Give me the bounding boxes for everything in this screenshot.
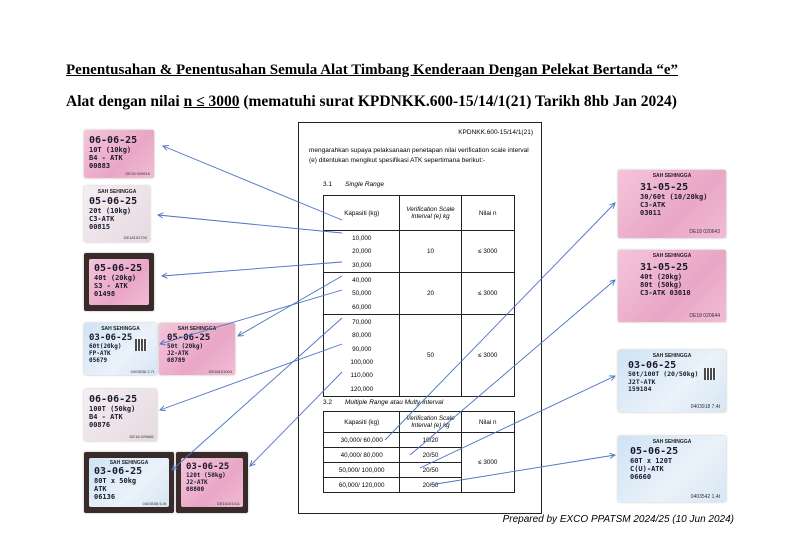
capacity-cell: 60,000/ 120,000	[324, 478, 400, 493]
sticker-date: 06-06-25	[89, 394, 138, 405]
sticker-serial: DE18 020643	[689, 229, 720, 235]
capacity-value: 40,000	[352, 277, 372, 285]
capacity-cell: 40,000/ 80,000	[324, 448, 400, 463]
arrow-60-120t	[430, 455, 615, 485]
arrow-50t	[238, 276, 342, 336]
arrow-80t	[172, 318, 342, 470]
sticker-header: SAH SEHINGGA	[652, 353, 692, 359]
capacity-value: 20,000	[352, 248, 372, 256]
interval-cell: 20/50	[400, 478, 461, 493]
sticker-line: S3 - ATK	[94, 282, 128, 290]
sticker-line: 120t (50kg)	[186, 472, 226, 479]
sticker-line: 05679	[89, 357, 108, 364]
sticker-line: 159184	[628, 385, 652, 393]
sticker-header: SAH SEHINGGA	[652, 439, 692, 445]
interval-cell: 10	[400, 231, 461, 273]
capacity-cell: 30,000/ 60,000	[324, 433, 400, 448]
arrow-60t	[160, 290, 342, 344]
sticker-serial: DE18 020644	[689, 313, 720, 319]
sticker-line: C3-ATK 03010	[640, 289, 691, 297]
sticker-line: 00876	[89, 421, 111, 429]
sticker-line: 50t (20kg)	[167, 343, 204, 350]
document-intro: mengarahkan supaya pelaksanaan penetapan nilai verification scale interval (e) ditentukan mengikut spesifikasi ATK sepertimana berikut:-	[309, 147, 529, 164]
n-cell: ≤ 3000	[461, 315, 515, 397]
document-reference: KPDNKK.600-15/14/1(21)	[458, 129, 533, 136]
section-number: 3.2	[323, 399, 333, 406]
sticker-line: ATK	[94, 485, 107, 493]
sticker-date: 05-06-25	[630, 446, 679, 457]
capacity-value: 60,000	[352, 303, 372, 311]
arrow-120t	[250, 372, 342, 466]
sticker-date: 03-06-25	[94, 466, 143, 477]
sticker-date: 06-06-25	[89, 135, 138, 146]
sticker-line: 06136	[94, 493, 116, 501]
col-header-capacity: Kapasiti (kg)	[324, 412, 400, 433]
sticker-line: 08789	[167, 357, 186, 364]
sticker-line: 06660	[630, 473, 652, 481]
arrow-40t	[162, 262, 342, 276]
sticker-line: B4 - ATK	[89, 154, 123, 162]
sticker-serial: 0403542 1.4t	[690, 494, 720, 500]
sticker-date: 03-06-25	[186, 462, 230, 472]
sticker-line: J2T-ATK	[628, 377, 656, 386]
sticker-line: 60T x 120T	[630, 457, 673, 465]
capacity-value: 100,000	[350, 359, 374, 366]
sticker-line: 50t/100T (20/50kg)	[628, 370, 699, 378]
sticker-line: C3-ATK	[640, 201, 666, 209]
arrow-10t	[163, 146, 342, 220]
n-cell: ≤ 3000	[461, 231, 515, 273]
capacity-value: 90,000	[352, 345, 372, 353]
section-label: Single Range	[345, 181, 385, 188]
sticker-line: J2-ATK	[186, 479, 208, 486]
interval-cell: 20/50	[400, 463, 461, 478]
footer-credit: Prepared by EXCO PPATSM 2024/25 (10 Jun 2024)	[502, 514, 734, 525]
capacity-value: 30,000	[352, 261, 372, 269]
sticker-line: J2-ATK	[167, 350, 189, 357]
sticker-line: C(U)-ATK	[630, 465, 664, 473]
sticker-line: 30/60t (10/20kg)	[640, 193, 708, 201]
sticker-line: 03011	[640, 209, 662, 217]
col-header-n: Nilai n	[461, 196, 515, 231]
sticker-serial: DE18 029616	[125, 171, 150, 176]
sticker-line: 00883	[89, 162, 111, 170]
sticker-line: 20t (10kg)	[89, 207, 132, 215]
sticker-date: 31-05-25	[640, 182, 689, 193]
sticker-line: 40t (20kg)	[640, 273, 683, 281]
capacity-value: 110,000	[350, 372, 373, 380]
section-label: Multiple Range atau Multy-interval	[345, 399, 444, 406]
interval-cell: 50	[400, 315, 461, 397]
sticker-line: 100T (50kg)	[89, 405, 136, 413]
arrow-20t	[158, 215, 342, 233]
section-number: 3.1	[323, 181, 333, 188]
capacity-value: 50,000	[352, 290, 372, 298]
sticker-line: 01498	[94, 290, 116, 298]
page-title: Penentusahan & Penentusahan Semula Alat Timbang Kenderaan Dengan Pelekat Bertanda “e”	[66, 62, 679, 78]
capacity-value: 70,000	[352, 319, 372, 327]
arrow-30-60t	[385, 203, 615, 440]
sticker-line: 80T x 50kg	[94, 477, 137, 485]
sticker-serial: DE18101004	[208, 369, 232, 374]
sticker-line: B4 - ATK	[89, 413, 123, 421]
capacity-cell: 50,000/ 100,000	[324, 463, 400, 478]
sticker-date: 31-05-25	[640, 262, 689, 273]
subtitle-condition: n ≤ 3000	[183, 93, 240, 110]
sticker-line: 40t (20kg)	[94, 274, 137, 282]
sticker-header: SAH SEHINGGA	[652, 173, 692, 179]
sticker-date: 05-06-25	[89, 196, 138, 207]
sticker-line: 08800	[186, 486, 205, 493]
col-header-n: Nilai n	[461, 412, 515, 433]
sticker-line: 00815	[89, 223, 111, 231]
subtitle-prefix: Alat dengan nilai	[66, 93, 184, 110]
sticker-header: SAH SEHINGGA	[652, 253, 692, 259]
arrow-40-80t	[410, 280, 615, 455]
sticker-date: 03-06-25	[89, 333, 133, 343]
sticker-header: SAH SEHINGGA	[177, 326, 217, 332]
interval-cell: 20/50	[400, 448, 461, 463]
sticker-header: SAH SEHINGGA	[97, 189, 137, 195]
capacity-value: 120,000	[350, 385, 374, 393]
n-cell: ≤ 3000	[461, 273, 515, 315]
capacity-value: 10,000	[352, 235, 372, 243]
subtitle-suffix: (mematuhi surat KPDNKK.600-15/14/1(21) Tarikh 8hb Jan 2024)	[239, 93, 677, 110]
capacity-value: 80,000	[352, 332, 372, 340]
sticker-serial: 0403538 5.4t	[142, 501, 166, 506]
sticker-header: SAH SEHINGGA	[109, 460, 149, 466]
sticker-date: 05-06-25	[167, 333, 211, 343]
sticker-serial: DE18 029681	[129, 434, 154, 439]
sticker-date: 03-06-25	[628, 360, 677, 371]
sticker-serial: DE18102700	[123, 235, 147, 240]
sticker-line: 60t(20kg)	[89, 343, 122, 350]
sticker-line: 10T (10kg)	[89, 146, 132, 154]
sticker-serial: 0403918 7.4t	[690, 404, 720, 410]
sticker-line: FP-ATK	[89, 350, 111, 357]
col-header-interval: Verification Scale Interval (e) kg	[400, 196, 461, 231]
sticker-serial: 0403538 2.7t	[130, 369, 154, 374]
col-header-capacity: Kapasiti (kg)	[324, 196, 400, 231]
interval-cell: 20	[400, 273, 461, 315]
sticker-line: 80t (50kg)	[640, 281, 683, 289]
col-header-interval: Verification Scale Interval (e) kg	[400, 412, 461, 433]
sticker-serial: DE18101011	[216, 501, 240, 506]
n-cell: ≤ 3000	[461, 433, 515, 493]
sticker-line: C3-ATK	[89, 215, 115, 223]
sticker-date: 05-06-25	[94, 263, 143, 274]
sticker-header: SAH SEHINGGA	[101, 326, 140, 332]
interval-cell: 10/20	[400, 433, 461, 448]
